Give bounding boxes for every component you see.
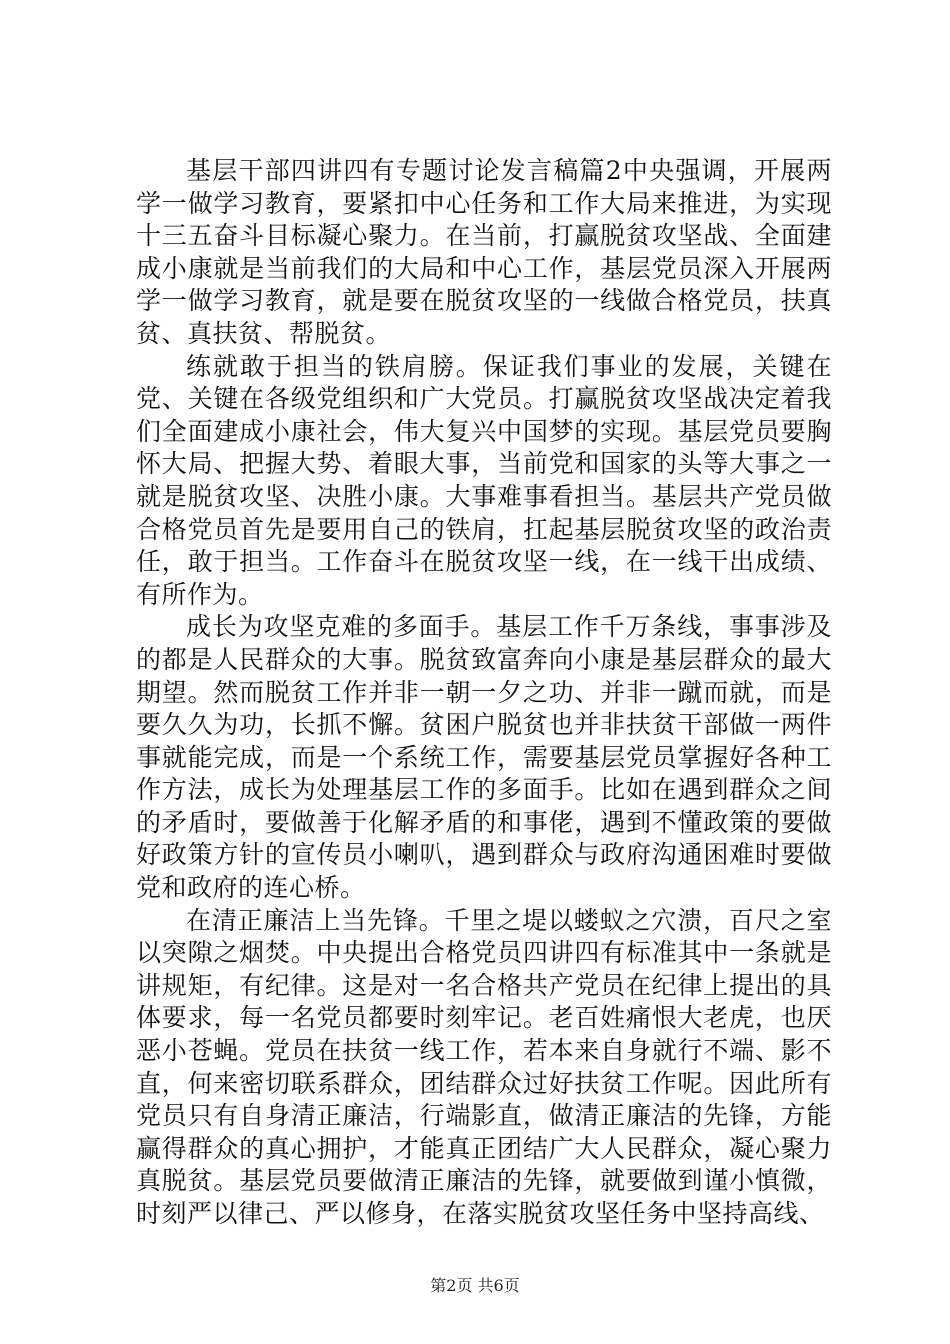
document-body [136, 155, 832, 1231]
paragraph-shoulder: 练就敢于担当的铁肩膀。保证我们事业的发展，关键在党、关键在各级党组织和广大党员。打赢脱贫攻坚战决定着我们全面建成小康社会，伟大复兴中国梦的实现。基层党员要胸怀大局、把握大势、着眼大事，当前党和国家的头等大事之一就是脱贫攻坚、决胜小康。大事难事看担当。基层共产党员做合格党员首先是要用自己的铁肩，扛起基层脱贫攻坚的政治责任，敢于担当。工作奋斗在脱贫攻坚一线，在一线干出成绩、有所作为。 [136, 351, 832, 609]
paragraph-integrity: 在清正廉洁上当先锋。千里之堤以蝼蚁之穴溃，百尺之室以突隙之烟焚。中央提出合格党员四讲四有标准其中一条就是讲规矩，有纪律。这是对一名合格共产党员在纪律上提出的具体要求，每一名党员都要时刻牢记。老百姓痛恨大老虎，也厌恶小苍蝇。党员在扶贫一线工作，若本来自身就行不端、影不直，何来密切联系群众，团结群众过好扶贫工作呢。因此所有党员只有自身清正廉洁，行端影直，做清正廉洁的先锋，方能赢得群众的真心拥护，才能真正团结广大人民群众，凝心聚力真脱贫。基层党员要做清正廉洁的先锋，就要做到谨小慎微，时刻严以律己、严以修身，在落实脱贫攻坚任务中坚持高线、 [136, 905, 832, 1228]
page-footer: 第2页 共6页 [430, 1276, 520, 1295]
paragraph-versatile: 成长为攻坚克难的多面手。基层工作千万条线，事事涉及的都是人民群众的大事。脱贫致富奔向小康是基层群众的最大期望。然而脱贫工作并非一朝一夕之功、并非一蹴而就，而是要久久为功，长抓不懈。贫困户脱贫也并非扶贫干部做一两件事就能完成，而是一个系统工作，需要基层党员掌握好各种工作方法，成长为处理基层工作的多面手。比如在遇到群众之间的矛盾时，要做善于化解矛盾的和事佬，遇到不懂政策的要做好政策方针的宣传员小喇叭，遇到群众与政府沟通困难时要做党和政府的连心桥。 [136, 612, 832, 903]
paragraph-intro: 基层干部四讲四有专题讨论发言稿篇2中央强调，开展两学一做学习教育，要紧扣中心任务和工作大局来推进，为实现十三五奋斗目标凝心聚力。在当前，打赢脱贫攻坚战、全面建成小康就是当前我们的大局和中心工作，基层党员深入开展两学一做学习教育，就是要在脱贫攻坚的一线做合格党员，扶真贫、真扶贫、帮脱贫。 [136, 156, 832, 348]
